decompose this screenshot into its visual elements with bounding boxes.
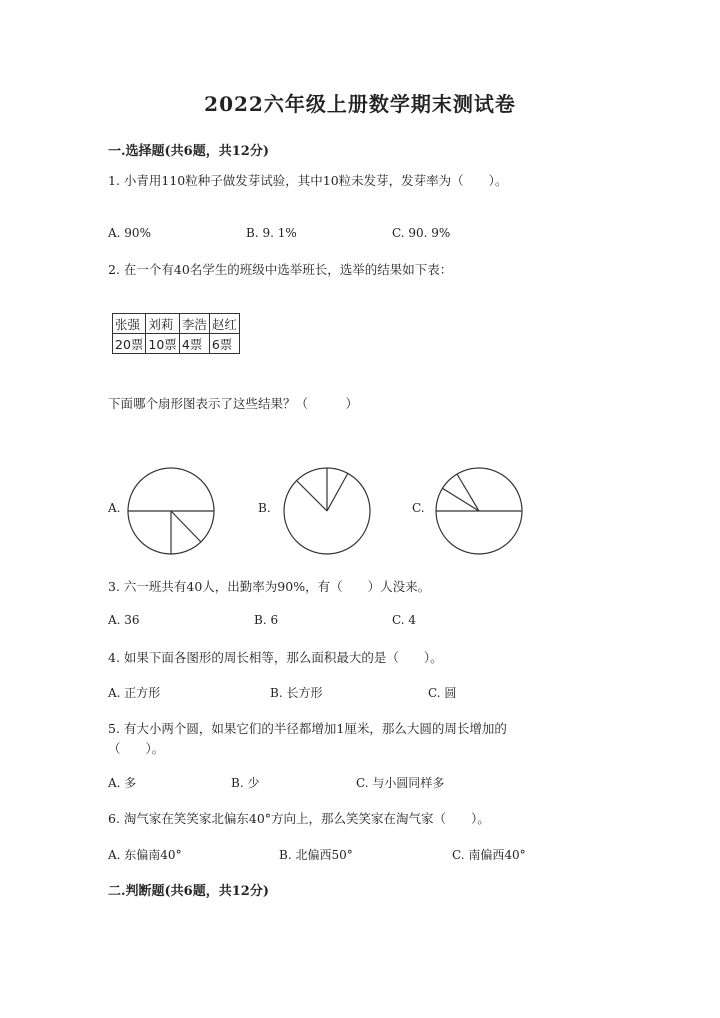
question-6-option-c[interactable]: C. 南偏西40°: [452, 848, 526, 862]
pie-chart-option-a[interactable]: [124, 464, 218, 558]
question-4-option-b[interactable]: B. 长方形: [270, 686, 323, 700]
section-heading-judgement: 二.判断题(共6题，共12分): [108, 884, 269, 899]
vote-table-name: 李浩: [179, 314, 209, 334]
question-5-text-line-2: （ ）。: [108, 741, 165, 756]
vote-table-name: 刘莉: [146, 314, 179, 334]
page-title: 2022六年级上册数学期末测试卷: [204, 92, 516, 116]
question-4-option-c[interactable]: C. 圆: [428, 686, 457, 700]
pie-c-radius-1: [457, 474, 479, 511]
question-4-option-a[interactable]: A. 正方形: [108, 686, 161, 700]
vote-table-votes: 20票: [113, 334, 146, 354]
pie-c-radius-2: [442, 488, 479, 511]
pie-option-a-label[interactable]: A.: [108, 501, 121, 515]
pie-chart-option-c[interactable]: [432, 464, 526, 558]
vote-table: [112, 313, 240, 354]
question-1-text: 1. 小青用110粒种子做发芽试验，其中10粒未发芽，发芽率为（ ）。: [108, 173, 508, 188]
vote-table-votes: 10票: [146, 334, 179, 354]
question-5-option-a[interactable]: A. 多: [108, 776, 137, 790]
vote-table-votes-row: [113, 334, 240, 354]
question-5-option-b[interactable]: B. 少: [231, 776, 260, 790]
question-5-text-line-1: 5. 有大小两个圆，如果它们的半径都增加1厘米，那么大圆的周长增加的: [108, 721, 507, 736]
vote-table-votes: 6票: [209, 334, 239, 354]
question-6-option-a[interactable]: A. 东偏南40°: [108, 848, 182, 862]
question-2-text: 2. 在一个有40名学生的班级中选举班长，选举的结果如下表：: [108, 262, 453, 277]
pie-a-radius-diag: [171, 511, 201, 542]
question-3-text: 3. 六一班共有40人，出勤率为90%，有（ ）人没来。: [108, 579, 431, 594]
question-1-option-b[interactable]: B. 9. 1%: [246, 226, 297, 240]
question-6-option-b[interactable]: B. 北偏西50°: [279, 848, 353, 862]
vote-table-name: 张强: [113, 314, 146, 334]
pie-chart-option-b[interactable]: [280, 464, 374, 558]
pie-option-c-label[interactable]: C.: [412, 501, 425, 515]
vote-table-votes: 4票: [179, 334, 209, 354]
question-1-option-a[interactable]: A. 90%: [108, 226, 151, 240]
question-2-prompt: 下面哪个扇形图表示了这些结果？（ ）: [108, 396, 359, 411]
question-3-option-a[interactable]: A. 36: [108, 613, 140, 627]
question-6-text: 6. 淘气家在笑笑家北偏东40°方向上，那么笑笑家在淘气家（ ）。: [108, 811, 490, 826]
question-1-option-c[interactable]: C. 90. 9%: [392, 226, 451, 240]
pie-b-radius-right: [327, 473, 348, 511]
pie-option-b-label[interactable]: B.: [258, 501, 271, 515]
pie-b-radius-left: [297, 481, 327, 511]
question-5-option-c[interactable]: C. 与小圆同样多: [356, 776, 445, 790]
question-4-text: 4. 如果下面各图形的周长相等，那么面积最大的是（ ）。: [108, 650, 443, 665]
section-heading-choice: 一.选择题(共6题，共12分): [108, 144, 269, 159]
question-3-option-c[interactable]: C. 4: [392, 613, 417, 627]
vote-table-name: 赵红: [209, 314, 239, 334]
question-3-option-b[interactable]: B. 6: [254, 613, 279, 627]
vote-table-names-row: [113, 314, 240, 334]
